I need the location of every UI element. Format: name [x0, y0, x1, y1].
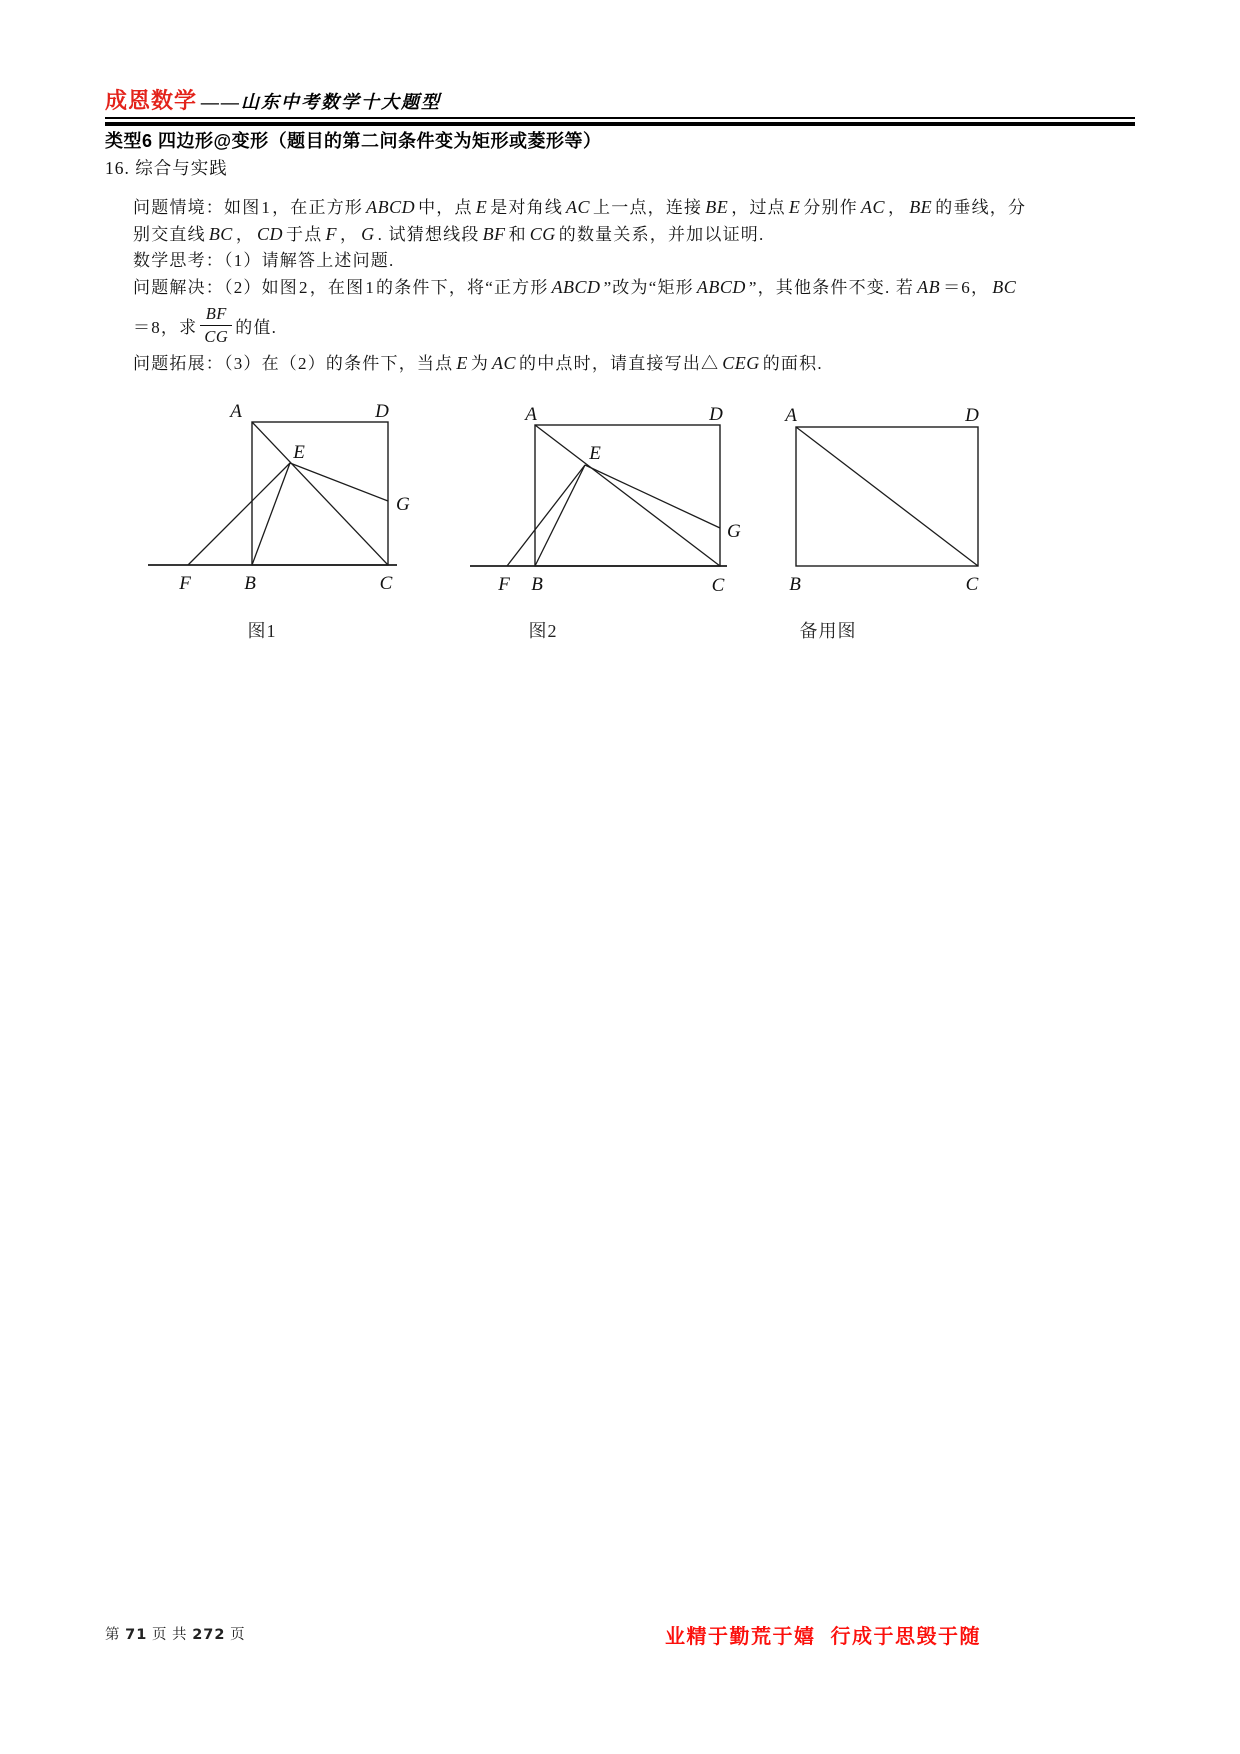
vertex-label-f: F: [498, 574, 510, 595]
figure-2-caption: 图2: [528, 621, 558, 641]
text-segment: CD: [257, 224, 284, 244]
vertex-label-a: A: [785, 405, 797, 426]
text-segment: CG: [529, 224, 556, 244]
text-segment: 为: [470, 354, 490, 373]
page-header: [105, 84, 1135, 115]
text-segment: 272: [192, 1627, 226, 1643]
text-segment: ＝8，求: [133, 317, 198, 337]
segment-eg: [290, 463, 388, 501]
text-segment: 的垂线，分: [935, 198, 1027, 217]
text-segment: 分别作: [803, 198, 858, 217]
segment-eg: [585, 465, 720, 528]
vertex-label-e: E: [589, 443, 601, 464]
text-segment: ，: [235, 225, 255, 244]
vertex-label-b: B: [244, 573, 256, 594]
vertex-label-a: A: [525, 404, 537, 425]
text-segment: 71: [125, 1627, 148, 1643]
vertex-label-e: E: [293, 442, 305, 463]
vertex-label-c: C: [379, 573, 393, 594]
figure-2-diagram: [440, 395, 750, 600]
text-segment: AC: [566, 197, 591, 217]
text-segment: F: [325, 224, 337, 244]
text-segment: 是对角线: [490, 198, 564, 217]
fraction-denominator: CG: [204, 326, 229, 346]
header-subtitle: ——山东中考数学十大题型: [201, 92, 442, 112]
section-title: 类型6 四边形@变形（题目的第二问条件变为矩形或菱形等）: [105, 131, 602, 151]
text-segment: ”，其他条件不变. 若: [748, 278, 915, 297]
text-segment: ABCD: [696, 277, 746, 297]
diagonal-ac: [535, 425, 720, 566]
text-segment: ABCD: [366, 197, 416, 217]
segment-eb: [535, 465, 585, 566]
text-segment: ，: [887, 198, 907, 217]
problem-line-6: [133, 349, 823, 374]
text-segment: AB: [917, 277, 941, 297]
vertex-label-f: F: [179, 573, 191, 594]
text-segment: 和: [508, 225, 527, 244]
fraction-prefix: [133, 313, 197, 338]
text-segment: 页: [225, 1627, 246, 1643]
text-segment: 问题解决：（2）如图: [133, 278, 298, 297]
text-segment: 别交直线: [133, 225, 206, 244]
text-segment: 页 共: [147, 1627, 193, 1643]
text-segment: 1: [365, 278, 376, 297]
problem-line-3: [133, 246, 394, 271]
text-segment: 的值.: [235, 317, 278, 337]
text-segment: 的数量关系，并加以证明.: [558, 225, 765, 244]
question-number: 16. 综合与实践: [105, 158, 228, 178]
text-segment: 的条件下，将“正方形: [376, 278, 549, 297]
vertex-label-d: D: [709, 404, 723, 425]
text-segment: CEG: [722, 353, 760, 373]
problem-line-5: [133, 299, 277, 351]
text-segment: ，过点: [731, 198, 786, 217]
problem-line-4: [133, 273, 1019, 298]
text-segment: 问题情境：如图: [133, 198, 261, 217]
text-segment: ”改为“矩形: [603, 278, 694, 297]
figure-3-caption: 备用图: [799, 621, 857, 641]
text-segment: AC: [860, 197, 885, 217]
text-segment: . 试猜想线段: [377, 225, 480, 244]
problem-line-1: [133, 193, 1026, 218]
vertex-label-c: C: [965, 574, 979, 595]
figure-1-caption: 图1: [247, 621, 277, 641]
vertex-label-g: G: [396, 494, 410, 515]
text-segment: ，: [339, 225, 359, 244]
text-segment: 1: [261, 198, 272, 217]
text-segment: BC: [992, 277, 1017, 297]
vertex-label-a: A: [230, 401, 242, 422]
page-number-text: [105, 1623, 246, 1644]
segment-ef: [188, 463, 290, 565]
vertex-label-b: B: [531, 574, 543, 595]
text-segment: 的面积.: [762, 354, 823, 373]
vertex-label-d: D: [375, 401, 389, 422]
text-segment: 上一点，连接: [593, 198, 703, 217]
vertex-label-b: B: [789, 574, 801, 595]
vertex-label-g: G: [727, 521, 741, 542]
text-segment: 第: [105, 1627, 126, 1643]
text-segment: ABCD: [551, 277, 601, 297]
text-segment: E: [788, 197, 801, 217]
vertex-label-d: D: [965, 405, 979, 426]
fraction-numerator: BF: [200, 304, 232, 326]
problem-line-2: [133, 220, 764, 245]
text-segment: E: [475, 197, 488, 217]
segment-ef: [507, 465, 585, 566]
text-segment: 的中点时，请直接写出△: [519, 354, 720, 373]
diagonal-ac: [796, 427, 978, 566]
brand-logo-text: 成恩数学: [105, 88, 198, 113]
text-segment: ，在正方形: [272, 198, 364, 217]
header-divider: [105, 117, 1135, 126]
text-segment: 2: [299, 278, 309, 297]
text-segment: BE: [909, 197, 933, 217]
text-segment: E: [456, 353, 468, 373]
figure-1-diagram: [140, 395, 410, 600]
footer-slogan: 业精于勤荒于嬉 行成于思毁于随: [665, 1626, 982, 1648]
text-segment: 中，点: [418, 198, 473, 217]
text-segment: BF: [482, 224, 506, 244]
vertex-label-c: C: [711, 575, 725, 596]
text-segment: G: [361, 224, 375, 244]
text-segment: AC: [492, 353, 517, 373]
fraction-suffix: [235, 313, 277, 338]
text-segment: BC: [208, 224, 233, 244]
figure-3-diagram: [760, 395, 1010, 600]
text-segment: ，在图: [309, 278, 365, 297]
segment-eb: [252, 463, 290, 565]
fraction-bf-over-cg: [200, 304, 232, 347]
text-segment: 问题拓展：（3）在（2）的条件下，当点: [133, 354, 454, 373]
text-segment: 数学思考：（1）请解答上述问题.: [133, 251, 395, 270]
text-segment: 于点: [286, 225, 323, 244]
text-segment: ＝6，: [943, 278, 990, 297]
text-segment: BE: [705, 197, 729, 217]
